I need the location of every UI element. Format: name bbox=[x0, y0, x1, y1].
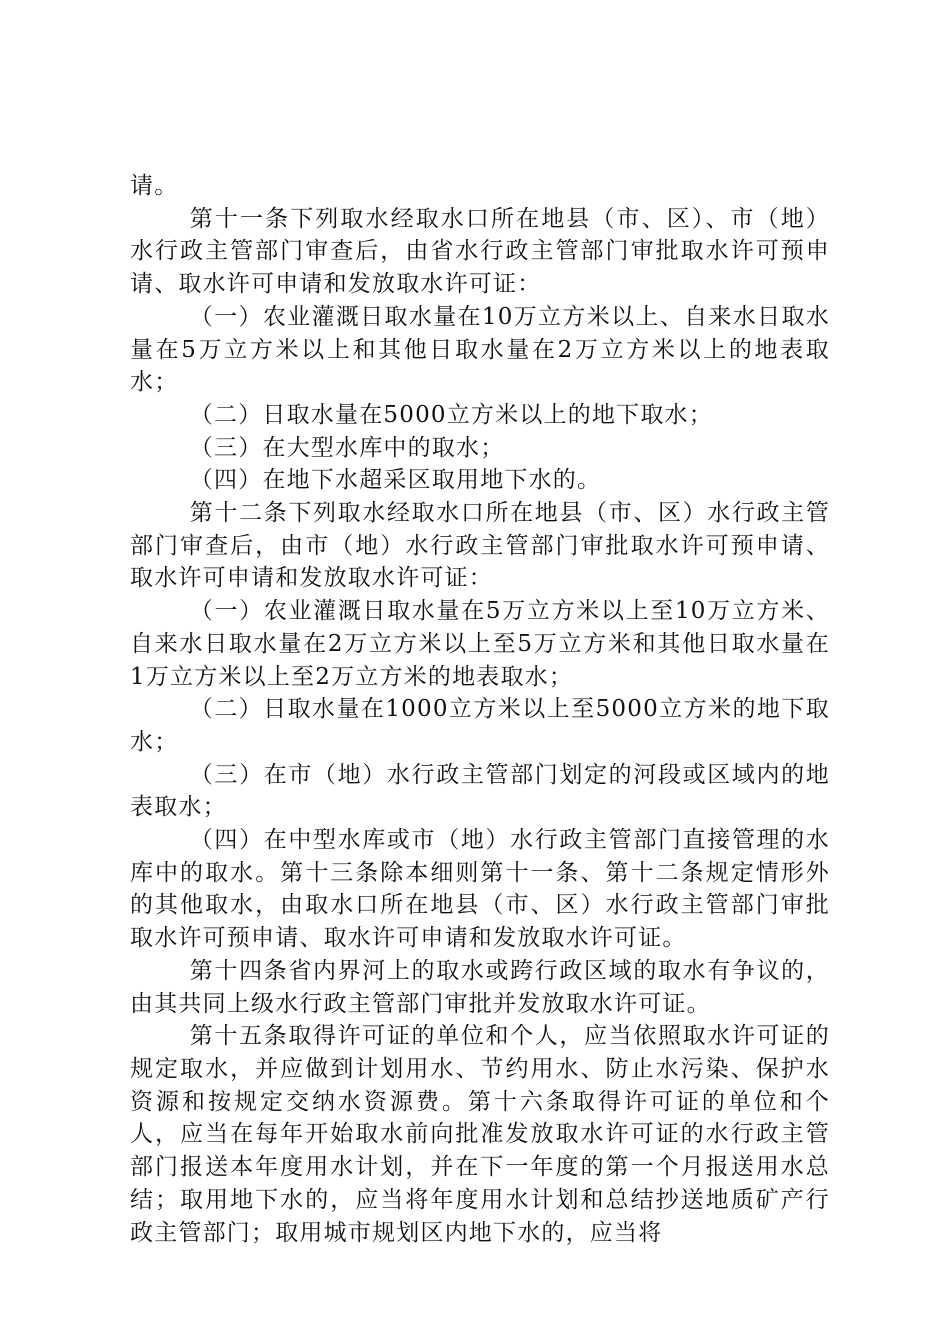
paragraph-article-12-item-3: （三）在市（地）水行政主管部门划定的河段或区域内的地表取水； bbox=[130, 761, 830, 821]
paragraph-article-11-item-2: （二）日取水量在5000立方米以上的地下取水； bbox=[189, 401, 713, 428]
paragraph-article-12: 第十二条下列取水经取水口所在地县（市、区）水行政主管部门审查后，由市（地）水行政主管部门审批取水许可预申请、取水许可申请和发放取水许可证： bbox=[130, 500, 830, 592]
paragraph-continuation: 请。 bbox=[130, 173, 179, 199]
paragraph-article-11-item-1: （一）农业灌溉日取水量在10万立方米以上、自来水日取水量在5万立方米以上和其他日取水量在2万立方米以上的地表取水； bbox=[130, 303, 830, 396]
paragraph-article-11-item-3: （三）在大型水库中的取水； bbox=[189, 434, 505, 461]
paragraph-article-11: 第十一条下列取水经取水口所在地县（市、区）、市（地）水行政主管部门审查后，由省水行政主管部门审批取水许可预申请、取水许可申请和发放取水许可证： bbox=[130, 205, 830, 298]
paragraph-article-12-item-1: （一）农业灌溉日取水量在5万立方米以上至10万立方米、自来水日取水量在2万立方米以上至5万立方米和其他日取水量在1万立方米以上至2万立方米的地表取水； bbox=[130, 598, 830, 690]
paragraph-article-11-item-4: （四）在地下水超采区取用地下水的。 bbox=[189, 467, 602, 494]
paragraph-article-12-item-2: （二）日取水量在1000立方米以上至5000立方米的地下取水； bbox=[130, 696, 830, 755]
paragraph-article-14: 第十四条省内界河上的取水或跨行政区域的取水有争议的，由其共同上级水行政主管部门审批并发放取水许可证。 bbox=[130, 957, 830, 1017]
paragraph-article-15: 第十五条取得许可证的单位和个人，应当依照取水许可证的规定取水，并应做到计划用水、节约用水、防止水污染、保护水资源和按规定交纳水资源费。第十六条取得许可证的单位和个人，应当在每年开始取水前向批准发放取水许可证的水行政主管部门报送本年度用水计划，并在下一年度的第一个月报送用水总结；取用地下水的，应当将年度用水计划和总结抄送地质矿产行政主管部门；取用城市规划区内地下水的，应当将 bbox=[130, 1023, 830, 1246]
document-body bbox=[130, 170, 830, 1249]
paragraph-article-12-item-4: （四）在中型水库或市（地）水行政主管部门直接管理的水库中的取水。第十三条除本细则第十一条、第十二条规定情形外的其他取水，由取水口所在地县（市、区）水行政主管部门审批取水许可预申请、取水许可申请和发放取水许可证。 bbox=[130, 827, 830, 952]
